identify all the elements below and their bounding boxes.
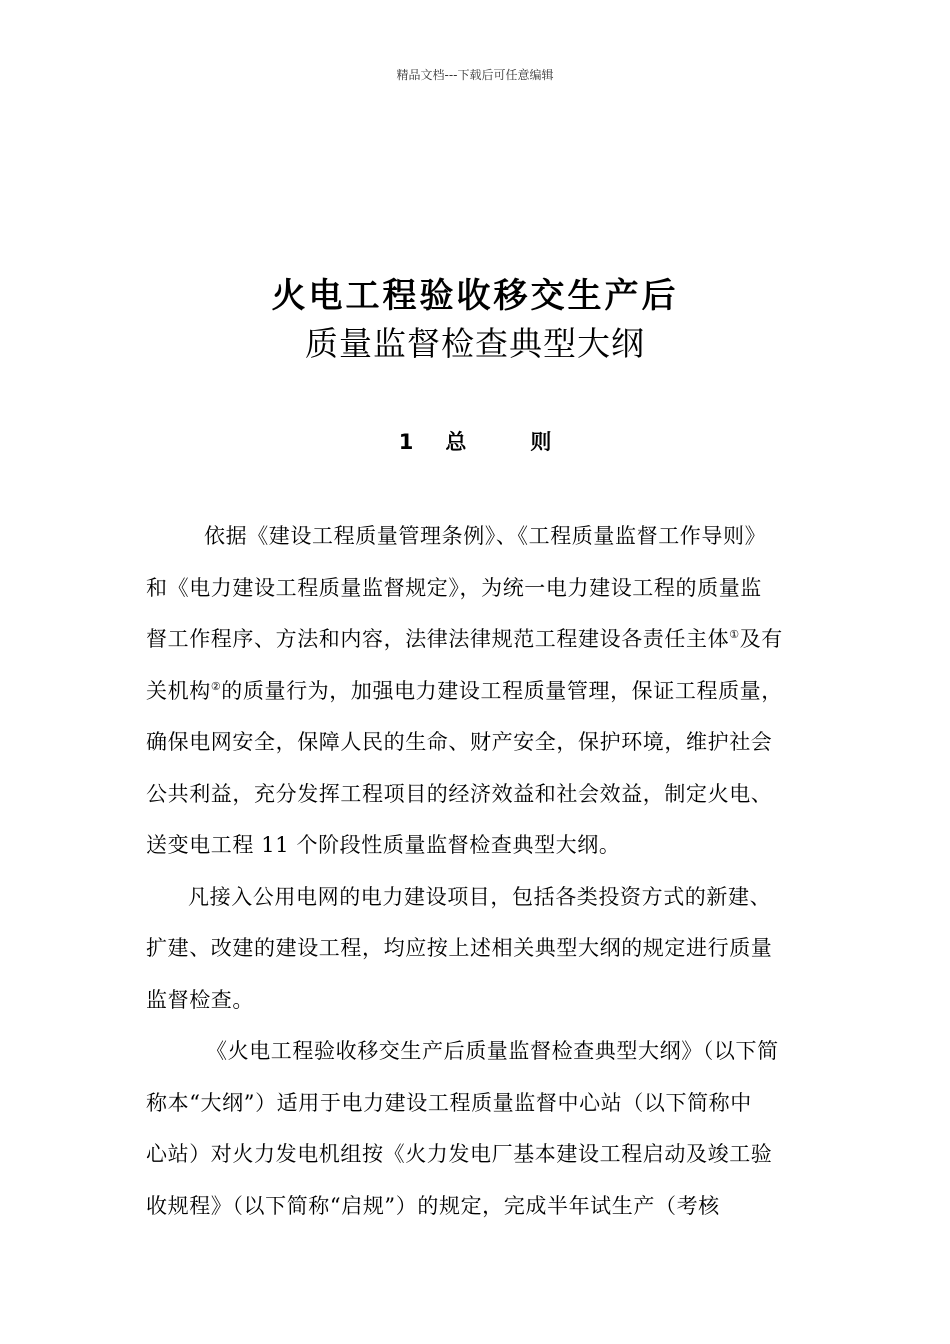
paragraph-1-line-6: 公共利益，充分发挥工程项目的经济效益和社会效益，制定火电、: [146, 781, 773, 806]
section-title-char-1: 总: [445, 430, 467, 454]
body-text: [146, 517, 806, 1238]
paragraph-1-line-3-text: 督工作程序、方法和内容，法律法律规范工程建设各责任主体: [146, 627, 730, 651]
section-number: 1: [398, 430, 414, 454]
paragraph-3-line-4: 收规程》（以下简称“启规”）的规定，完成半年试生产（考核: [146, 1193, 720, 1218]
footnote-mark-2: ②: [210, 679, 222, 693]
section-heading: [0, 426, 950, 456]
paragraph-1-line-2: 和《电力建设工程质量监督规定》，为统一电力建设工程的质量监: [146, 575, 762, 600]
paragraph-1-line-3-tail: 及有: [739, 627, 783, 651]
header-note: 精品文档---下载后可任意编辑: [396, 68, 554, 82]
paragraph-2-line-2: 扩建、改建的建设工程，均应按上述相关典型大纲的规定进行质量: [146, 936, 773, 960]
document-title: 火电工程验收移交生产后: [271, 276, 679, 316]
document-subtitle: 质量监督检查典型大纲: [305, 324, 645, 363]
paragraph-1-line-3: [146, 620, 806, 672]
paragraph-1-line-1: 依据《建设工程质量管理条例》、《工程质量监督工作导则》: [204, 524, 767, 548]
paragraph-3-line-2: 称本“大纲”）适用于电力建设工程质量监督中心站（以下简称中: [146, 1090, 752, 1115]
section-title-char-2: 则: [530, 430, 552, 454]
paragraph-1-line-5: 确保电网安全，保障人民的生命、财产安全，保护环境，维护社会: [146, 730, 773, 754]
paragraph-1-line-4-text: 关机构: [146, 678, 211, 703]
paragraph-1-line-4-tail: 的质量行为，加强电力建设工程质量管理，保证工程质量，: [221, 678, 783, 703]
paragraph-1-line-4: [146, 672, 806, 724]
paragraph-3-line-1: 《火电工程验收移交生产后质量监督检查典型大纲》（以下简: [206, 1039, 779, 1063]
paragraph-1-line-7: 送变电工程 11 个阶段性质量监督检查典型大纲。: [146, 833, 621, 857]
footnote-mark-1: ①: [729, 628, 740, 641]
paragraph-3-line-3: 心站）对火力发电机组按《火力发电厂基本建设工程启动及竣工验: [146, 1142, 773, 1166]
paragraph-2-line-3: 监督检查。: [146, 987, 254, 1012]
paragraph-2-line-1: 凡接入公用电网的电力建设项目，包括各类投资方式的新建、: [188, 884, 772, 909]
